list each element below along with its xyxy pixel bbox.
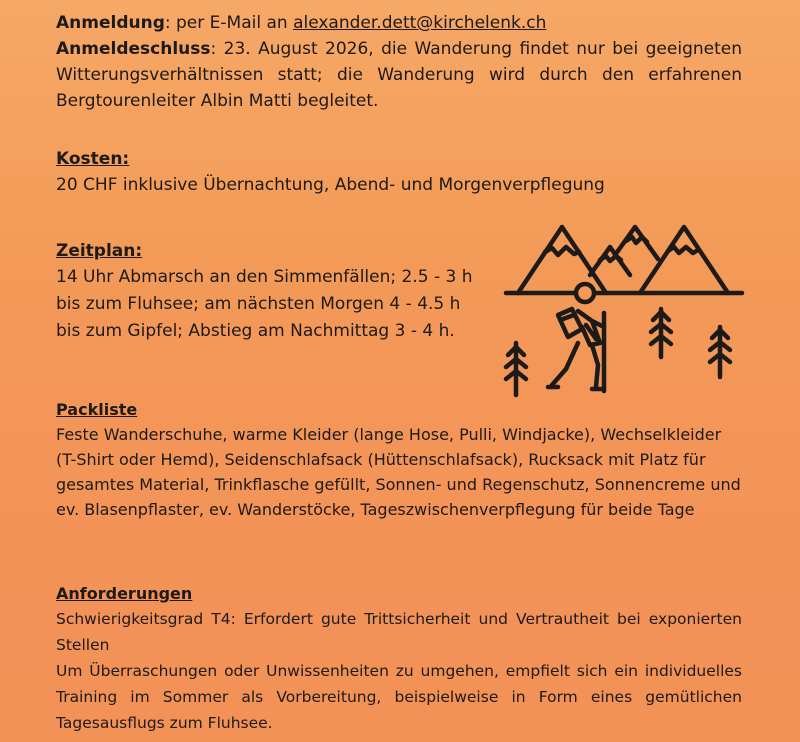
requirements-section (56, 582, 742, 736)
schedule-section (56, 238, 486, 345)
registration-section (56, 10, 742, 114)
costs-section (56, 146, 742, 198)
tree-icon (506, 343, 526, 395)
costs-heading: Kosten: (56, 149, 130, 169)
registration-email-link[interactable]: alexander.dett@kirchelenk.ch (293, 13, 547, 33)
registration-label: Anmeldung (56, 13, 165, 33)
mountain-hiker-icon (500, 215, 746, 400)
packing-section (56, 398, 742, 522)
packing-heading: Packliste (56, 400, 138, 419)
tree-icon (710, 327, 730, 377)
requirements-text-2: Um Überraschungen oder Unwissenheiten zu umgehen, empfielt sich ein individuelles Training im Sommer als Vorbereitung, beispielweise in Form eines gemütlichen Tagesausflugs zum Fluhsee. (56, 662, 742, 732)
deadline-paragraph (56, 36, 742, 114)
packing-text: Feste Wanderschuhe, warme Kleider (lange Hose, Pulli, Windjacke), Wechselkleider (T-Shirt oder Hemd), Seidenschlafsack (Hüttenschlafsack), Rucksack mit Platz für gesamtes Material, Trinkflasche gefüllt, Sonnen- und Regenschutz, Sonnencreme und ev. Blasenpflaster, ev. Wanderstöcke, Tageszwischenverpflegung für beide Tage (56, 425, 741, 519)
deadline-label: Anmeldeschluss (56, 39, 211, 59)
registration-text: : per E-Mail an (164, 13, 294, 33)
schedule-heading: Zeitplan: (56, 241, 143, 261)
schedule-text: 14 Uhr Abmarsch an den Simmenfällen; 2.5 - 3 h bis zum Fluhsee; am nächsten Morgen 4 - 4.5 h bis zum Gipfel; Abstieg am Nachmittag 3 - 4 h. (56, 267, 473, 341)
tree-icon (651, 309, 671, 357)
registration-line (56, 10, 742, 36)
requirements-heading: Anforderungen (56, 584, 193, 603)
requirements-text-1: Schwierigkeitsgrad T4: Erfordert gute Trittsicherheit und Vertrautheit bei exponierten Stellen (56, 610, 742, 654)
deadline-text: : 23. August 2026, die Wanderung findet nur bei geeigneten Witterungsverhältnissen statt; die Wanderung wird durch den erfahrenen Bergtourenleiter Albin Matti begleitet. (56, 39, 742, 111)
costs-text: 20 CHF inklusive Übernachtung, Abend- und Morgenverpflegung (56, 175, 605, 195)
